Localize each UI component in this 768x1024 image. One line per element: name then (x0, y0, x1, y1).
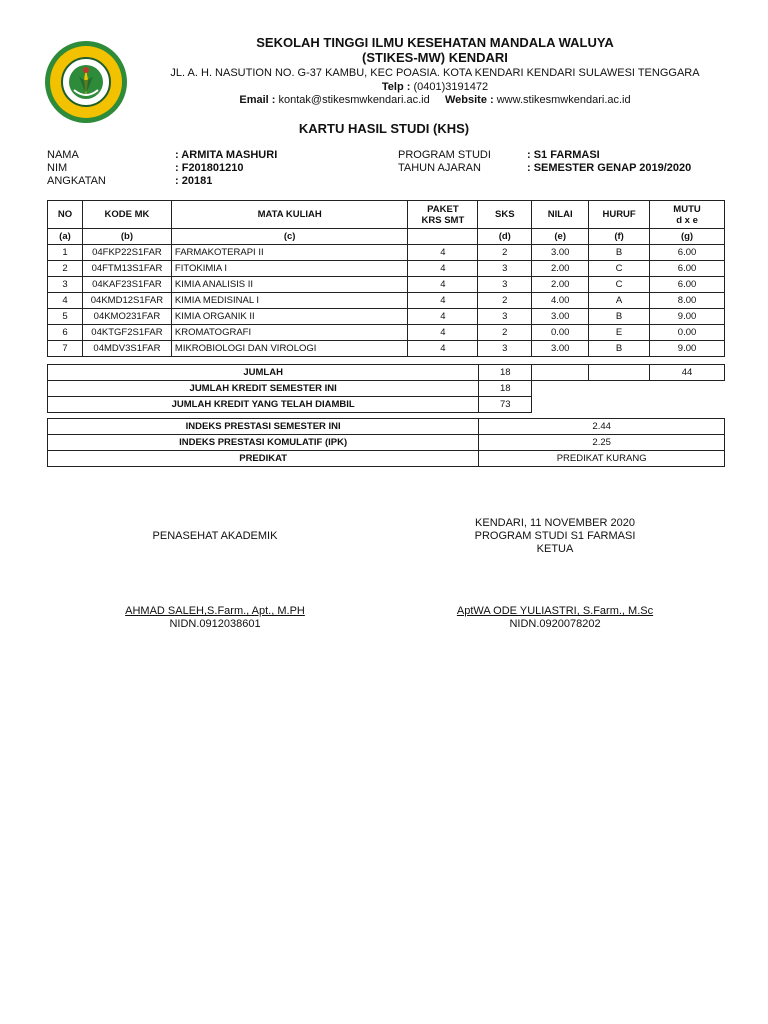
col-mutu-line1: MUTU (673, 203, 701, 215)
grades-table (47, 200, 725, 357)
institution-logo (44, 40, 128, 124)
row-sks: 2 (478, 325, 532, 341)
row-nilai: 3.00 (532, 309, 589, 325)
row-nilai: 4.00 (532, 293, 589, 309)
row-mata-kuliah: MIKROBIOLOGI DAN VIROLOGI (171, 341, 408, 357)
row-kode: 04KAF23S1FAR (82, 277, 171, 293)
row-kode: 04FTM13S1FAR (82, 261, 171, 277)
institution-abbr: (STIKES-MW) KENDARI (362, 50, 508, 65)
predikat-row (48, 451, 725, 467)
row-huruf: B (589, 309, 650, 325)
row-sks: 2 (478, 293, 532, 309)
nim-label: NIM (47, 162, 68, 174)
row-paket: 4 (408, 261, 478, 277)
row-nilai: 3.00 (532, 341, 589, 357)
row-huruf: B (589, 341, 650, 357)
row-no: 4 (48, 293, 83, 309)
table-row (48, 341, 725, 357)
row-no: 3 (48, 277, 83, 293)
totals-table (47, 364, 725, 413)
right-role-1: PROGRAM STUDI S1 FARMASI (474, 530, 636, 542)
kredit-semester-value: 18 (479, 381, 532, 397)
row-sks: 2 (478, 245, 532, 261)
col-paket (408, 201, 478, 229)
col-mutu (650, 201, 725, 229)
sub-f: (f) (589, 229, 650, 245)
jumlah-blank-1 (532, 365, 589, 381)
predikat-label: PREDIKAT (48, 451, 479, 467)
row-sks: 3 (478, 341, 532, 357)
col-paket-line2: KRS SMT (421, 214, 465, 226)
row-mata-kuliah: FITOKIMIA I (171, 261, 408, 277)
row-huruf: B (589, 245, 650, 261)
sub-a: (a) (48, 229, 83, 245)
row-mata-kuliah: FARMAKOTERAPI II (171, 245, 408, 261)
left-signatory-name: AHMAD SALEH,S.Farm., Apt., M.PH (125, 605, 305, 617)
jumlah-label: JUMLAH (48, 365, 479, 381)
sub-d: (d) (478, 229, 532, 245)
left-signatory-nidn: NIDN.0912038601 (169, 618, 261, 630)
row-mutu: 8.00 (650, 293, 725, 309)
institution-name: SEKOLAH TINGGI ILMU KESEHATAN MANDALA WALUYA (256, 35, 614, 50)
kredit-diambil-label: JUMLAH KREDIT YANG TELAH DIAMBIL (48, 397, 479, 413)
row-sks: 3 (478, 261, 532, 277)
angkatan-value: : 20181 (175, 175, 213, 187)
nama-value: : ARMITA MASHURI (175, 149, 278, 161)
row-nilai: 2.00 (532, 261, 589, 277)
row-kode: 04MDV3S1FAR (82, 341, 171, 357)
row-nilai: 2.00 (532, 277, 589, 293)
col-mata-kuliah: MATA KULIAH (171, 201, 408, 229)
col-nilai: NILAI (532, 201, 589, 229)
left-role: PENASEHAT AKADEMIK (152, 530, 278, 542)
kredit-semester-row (48, 381, 725, 397)
nama-label: NAMA (47, 149, 79, 161)
row-paket: 4 (408, 245, 478, 261)
kredit-diambil-value: 73 (479, 397, 532, 413)
row-kode: 04KMD12S1FAR (82, 293, 171, 309)
row-huruf: C (589, 277, 650, 293)
tahun-ajaran-value: : SEMESTER GENAP 2019/2020 (527, 162, 692, 174)
kredit-semester-label: JUMLAH KREDIT SEMESTER INI (48, 381, 479, 397)
email-value[interactable]: kontak@stikesmwkendari.ac.id (278, 94, 430, 106)
row-sks: 3 (478, 309, 532, 325)
row-huruf: C (589, 261, 650, 277)
jumlah-blank-2 (589, 365, 650, 381)
ip-table (47, 418, 725, 467)
row-mata-kuliah: KROMATOGRAFI (171, 325, 408, 341)
row-paket: 4 (408, 309, 478, 325)
sub-e: (e) (532, 229, 589, 245)
table-row (48, 325, 725, 341)
sub-c: (c) (171, 229, 408, 245)
row-no: 2 (48, 261, 83, 277)
row-paket: 4 (408, 277, 478, 293)
right-signatory-name: AptWA ODE YULIASTRI, S.Farm., M.Sc (456, 605, 654, 617)
website-label: Website : (444, 94, 494, 106)
table-row (48, 277, 725, 293)
telp-value: (0401)3191472 (413, 81, 489, 93)
row-huruf: E (589, 325, 650, 341)
institution-contact (150, 94, 720, 106)
col-sks: SKS (478, 201, 532, 229)
row-no: 1 (48, 245, 83, 261)
row-mutu: 9.00 (650, 341, 725, 357)
row-kode: 04FKP22S1FAR (82, 245, 171, 261)
document-title: KARTU HASIL STUDI (KHS) (298, 121, 470, 136)
grade-rows (48, 245, 725, 357)
sub-b: (b) (82, 229, 171, 245)
row-sks: 3 (478, 277, 532, 293)
row-no: 7 (48, 341, 83, 357)
prodi-label: PROGRAM STUDI (398, 149, 491, 161)
row-no: 6 (48, 325, 83, 341)
col-kode: KODE MK (82, 201, 171, 229)
table-row (48, 309, 725, 325)
row-paket: 4 (408, 293, 478, 309)
predikat-value: PREDIKAT KURANG (479, 451, 725, 467)
jumlah-row (48, 365, 725, 381)
row-no: 5 (48, 309, 83, 325)
col-no: NO (48, 201, 83, 229)
ips-row (48, 419, 725, 435)
table-row (48, 261, 725, 277)
row-mata-kuliah: KIMIA MEDISINAL I (171, 293, 408, 309)
row-mutu: 9.00 (650, 309, 725, 325)
institution-address: JL. A. H. NASUTION NO. G-37 KAMBU, KEC POASIA. KOTA KENDARI KENDARI SULAWESI TENGGARA (170, 67, 700, 79)
row-nilai: 0.00 (532, 325, 589, 341)
row-nilai: 3.00 (532, 245, 589, 261)
row-mata-kuliah: KIMIA ANALISIS II (171, 277, 408, 293)
ips-value: 2.44 (479, 419, 725, 435)
institution-phone (150, 81, 720, 93)
table-row (48, 293, 725, 309)
ips-label: INDEKS PRESTASI SEMESTER INI (48, 419, 479, 435)
row-mutu: 0.00 (650, 325, 725, 341)
row-mata-kuliah: KIMIA ORGANIK II (171, 309, 408, 325)
kredit-diambil-row (48, 397, 725, 413)
sub-empty (408, 229, 478, 245)
table-subheader-row (48, 229, 725, 245)
col-huruf: HURUF (589, 201, 650, 229)
kredit-semester-empty (532, 381, 725, 397)
right-role-2: KETUA (536, 543, 574, 555)
tahun-ajaran-label: TAHUN AJARAN (398, 162, 481, 174)
row-mutu: 6.00 (650, 261, 725, 277)
row-huruf: A (589, 293, 650, 309)
kredit-diambil-empty (532, 397, 725, 413)
table-row (48, 245, 725, 261)
sub-g: (g) (650, 229, 725, 245)
jumlah-mutu: 44 (650, 365, 725, 381)
ipk-label: INDEKS PRESTASI KOMULATIF (IPK) (48, 435, 479, 451)
col-paket-line1: PAKET (427, 203, 459, 215)
row-paket: 4 (408, 325, 478, 341)
row-kode: 04KTGF2S1FAR (82, 325, 171, 341)
right-signatory-nidn: NIDN.0920078202 (509, 618, 601, 630)
ipk-value: 2.25 (479, 435, 725, 451)
col-mutu-line2: d x e (676, 214, 698, 226)
nim-value: : F201801210 (175, 162, 244, 174)
row-kode: 04KMO231FAR (82, 309, 171, 325)
website-value[interactable]: www.stikesmwkendari.ac.id (496, 94, 631, 106)
prodi-value: : S1 FARMASI (527, 149, 600, 161)
row-paket: 4 (408, 341, 478, 357)
table-header-row (48, 201, 725, 229)
row-mutu: 6.00 (650, 277, 725, 293)
email-label: Email : (239, 94, 276, 106)
jumlah-sks: 18 (479, 365, 532, 381)
place-date: KENDARI, 11 NOVEMBER 2020 (475, 517, 635, 529)
row-mutu: 6.00 (650, 245, 725, 261)
angkatan-label: ANGKATAN (47, 175, 106, 187)
telp-label: Telp : (381, 81, 411, 93)
ipk-row (48, 435, 725, 451)
